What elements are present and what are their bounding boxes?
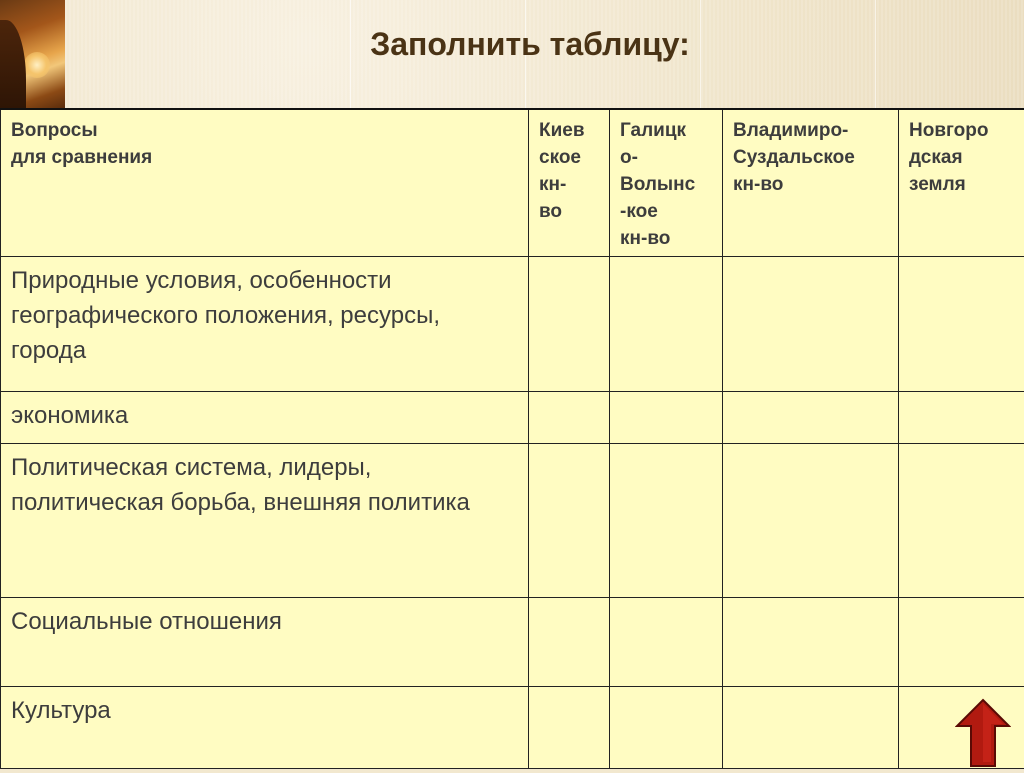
table-top-border (0, 108, 1024, 110)
sun-shape (24, 52, 50, 78)
answer-cell[interactable] (529, 687, 610, 769)
silhouette-shape (0, 20, 26, 108)
header-galich-volyn: Галицк о- Волынс -кое кн-во (610, 109, 723, 257)
answer-cell[interactable] (723, 257, 899, 392)
answer-cell[interactable] (529, 444, 610, 598)
slide-title: Заполнить таблицу: (280, 26, 780, 63)
answer-cell[interactable] (529, 257, 610, 392)
decorative-sunset-image (0, 0, 65, 108)
answer-cell[interactable] (529, 598, 610, 687)
table-row (1, 257, 1024, 392)
up-arrow-button[interactable] (955, 698, 1011, 768)
row-label-cell: Природные условия, особенности географического положения, ресурсы, города (1, 257, 529, 392)
answer-cell[interactable] (899, 257, 1024, 392)
table-row (1, 444, 1024, 598)
row-label-cell: Социальные отношения (1, 598, 529, 687)
header-questions: Вопросы для сравнения (1, 109, 529, 257)
up-arrow-icon (955, 698, 1011, 768)
answer-cell[interactable] (610, 687, 723, 769)
table-row (1, 687, 1024, 769)
answer-cell[interactable] (610, 598, 723, 687)
header-texture-line (875, 0, 876, 108)
header-novgorod: Новгоро дская земля (899, 109, 1024, 257)
row-label-cell: экономика (1, 392, 529, 444)
answer-cell[interactable] (723, 444, 899, 598)
answer-cell[interactable] (529, 392, 610, 444)
row-label-cell: Политическая система, лидеры, политическая борьба, внешняя политика (1, 444, 529, 598)
table-header-row (1, 109, 1024, 257)
slide-header (0, 0, 1024, 108)
answer-cell[interactable] (723, 598, 899, 687)
answer-cell[interactable] (899, 392, 1024, 444)
answer-cell[interactable] (899, 444, 1024, 598)
comparison-table-wrap (0, 108, 1024, 768)
answer-cell[interactable] (610, 257, 723, 392)
answer-cell[interactable] (723, 687, 899, 769)
header-kiev: Киев ское кн- во (529, 109, 610, 257)
answer-cell[interactable] (610, 392, 723, 444)
answer-cell[interactable] (610, 444, 723, 598)
row-label-cell: Культура (1, 687, 529, 769)
answer-cell[interactable] (899, 598, 1024, 687)
table-row (1, 392, 1024, 444)
comparison-table (0, 108, 1024, 769)
answer-cell[interactable] (723, 392, 899, 444)
header-vladimir-suzdal: Владимиро- Суздальское кн-во (723, 109, 899, 257)
table-row (1, 598, 1024, 687)
